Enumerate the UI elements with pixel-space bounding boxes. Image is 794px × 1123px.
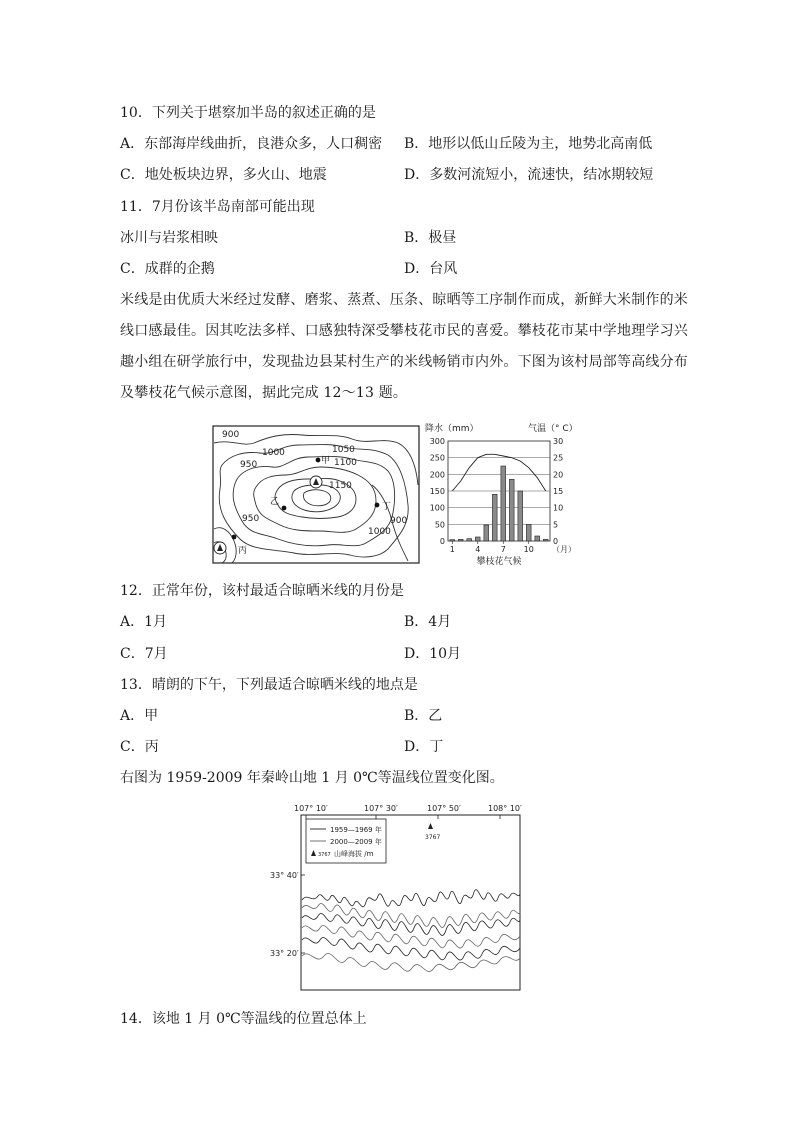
- q12-option-b: B．4月: [404, 614, 452, 630]
- q14-stem: 14．该地 1 月 0℃等温线的位置总体上: [120, 1011, 367, 1027]
- precip-bar: [501, 466, 506, 541]
- point-bing-dot: [232, 535, 237, 540]
- chart-left-tick-label: 150: [429, 487, 445, 496]
- temperature-line: [452, 454, 546, 491]
- q12-option-d: D．10月: [404, 646, 462, 662]
- chart-right-tick-label: 10: [553, 503, 564, 513]
- point-ding-dot: [375, 503, 380, 508]
- precip-bar: [509, 479, 514, 541]
- q11-option-b: B．极昼: [404, 230, 457, 246]
- precip-bar: [543, 539, 548, 541]
- chart-x-tick-label: 7: [500, 545, 506, 554]
- lat-label-1: 33° 40′: [270, 871, 299, 880]
- q12-stem: 12．正常年份，该村最适合晾晒米线的月份是: [120, 583, 404, 599]
- legend-period-2: 2000—2009 年: [330, 838, 382, 846]
- precip-bar: [467, 539, 472, 541]
- q12-option-a: A．1月: [120, 614, 168, 630]
- passage-line-2: 线口感最佳。因其吃法多样、口感独特深受攀枝花市民的喜爱。攀枝花市某中学地理学习兴: [120, 323, 688, 339]
- q10-option-b: B．地形以低山丘陵为主，地势北高南低: [404, 136, 653, 152]
- q13-stem: 13．晴朗的下午，下列最适合晾晒米线的地点是: [120, 677, 418, 693]
- point-jia-label: 甲: [321, 456, 331, 466]
- passage-line-1: 米线是由优质大米经过发酵、磨浆、蒸煮、压条、晾晒等工序制作而成，新鲜大米制作的米: [120, 292, 688, 308]
- q12-option-c: C．7月: [120, 646, 168, 662]
- contour-label-1150: 1150: [329, 481, 352, 491]
- q11-option-a: 冰川与岩浆相映: [120, 230, 218, 246]
- q11-option-c: C．成群的企鹅: [120, 261, 215, 277]
- chart-right-tick-label: 15: [553, 487, 564, 496]
- qinling-legend: [306, 819, 386, 863]
- lon-label-1: 107° 10′: [294, 804, 328, 813]
- lon-label-3: 107° 50′: [427, 804, 461, 813]
- chart-title: 攀枝花气候: [476, 557, 522, 567]
- lat-label-2: 33° 20′: [270, 949, 299, 958]
- legend-peak-prefix: 3767: [318, 852, 331, 858]
- chart-right-tick-label: 25: [553, 453, 564, 463]
- q13-option-d: D．丁: [404, 739, 444, 755]
- contour-label-950-b: 950: [242, 514, 260, 524]
- contour-label-1050: 1050: [332, 445, 355, 455]
- climate-chart: [420, 420, 585, 570]
- chart-right-tick-label: 20: [553, 470, 564, 480]
- precip-bar: [458, 539, 463, 541]
- q11-option-d: D．台风: [404, 261, 458, 277]
- chart-x-unit: （月）: [552, 545, 576, 554]
- chart-left-tick-label: 250: [429, 453, 445, 463]
- chart-left-tick-label: 50: [434, 520, 445, 530]
- passage-line-4: 及攀枝花气候示意图，据此完成 12～13 题。: [120, 385, 408, 401]
- precip-bar: [526, 524, 531, 541]
- point-jia-dot: [316, 458, 321, 463]
- chart-left-tick-label: 0: [439, 537, 445, 546]
- chart-x-tick-label: 10: [523, 545, 534, 554]
- contour-label-900-b: 900: [390, 516, 408, 526]
- point-ding-label: 丁: [382, 502, 392, 512]
- contour-map: [212, 425, 420, 565]
- chart-right-tick-label: 30: [553, 437, 564, 446]
- chart-left-tick-label: 300: [429, 437, 445, 446]
- q10-option-d: D．多数河流短小，流速快，结冰期较短: [404, 167, 654, 183]
- chart-left-tick-label: 200: [429, 470, 445, 480]
- q13-option-b: B．乙: [404, 708, 443, 724]
- q10-option-c: C．地处板块边界，多火山、地震: [120, 167, 327, 183]
- precip-bar: [484, 525, 489, 541]
- precip-bar: [492, 494, 497, 541]
- contour-label-1100: 1100: [334, 458, 357, 468]
- chart-x-tick-label: 4: [475, 545, 481, 554]
- q11-stem: 11．7月份该半岛南部可能出现: [120, 199, 315, 215]
- point-bing-label: 丙: [238, 546, 248, 556]
- legend-period-1: 1959—1969 年: [330, 826, 382, 834]
- precip-bar: [475, 537, 480, 541]
- q13-option-c: C．丙: [120, 739, 159, 755]
- chart-x-tick-label: 1: [449, 545, 455, 554]
- qinling-map: [268, 800, 524, 996]
- lon-label-4: 108° 10′: [488, 804, 522, 813]
- q13-option-a: A．甲: [120, 708, 159, 724]
- precip-bar: [535, 536, 540, 541]
- legend-peak-elevation: 山峰海拔 /m: [334, 850, 374, 858]
- chart-left-axis-label: 降水（mm）: [425, 424, 479, 434]
- precip-bar: [518, 491, 523, 541]
- q10-option-a: A．东部海岸线曲折，良港众多，人口稠密: [120, 136, 383, 152]
- summit-icon: [310, 476, 322, 488]
- chart-right-tick-label: 0: [553, 537, 559, 546]
- point-yi-label: 乙: [270, 497, 280, 507]
- contour-label-1000-b: 1000: [368, 527, 391, 537]
- contour-label-950: 950: [240, 460, 258, 470]
- point-yi-dot: [282, 506, 287, 511]
- passage-line-3: 趣小组在研学旅行中，发现盐边县某村生产的米线畅销市内外。下图为该村局部等高线分布: [120, 354, 688, 370]
- lon-label-2: 107° 30′: [364, 804, 398, 813]
- chart-right-axis-label: 气温（° C）: [528, 424, 578, 434]
- peak-icon: [214, 542, 226, 554]
- q10-stem: 10．下列关于堪察加半岛的叙述正确的是: [120, 105, 376, 121]
- precip-bar: [450, 540, 455, 541]
- contour-label-900: 900: [222, 430, 240, 440]
- chart-left-tick-label: 100: [429, 503, 445, 513]
- peak-elevation-label: 3767: [425, 834, 441, 841]
- qinling-intro: 右图为 1959-2009 年秦岭山地 1 月 0℃等温线位置变化图。: [120, 770, 504, 786]
- chart-right-tick-label: 5: [553, 520, 559, 530]
- contour-label-1000: 1000: [262, 448, 285, 458]
